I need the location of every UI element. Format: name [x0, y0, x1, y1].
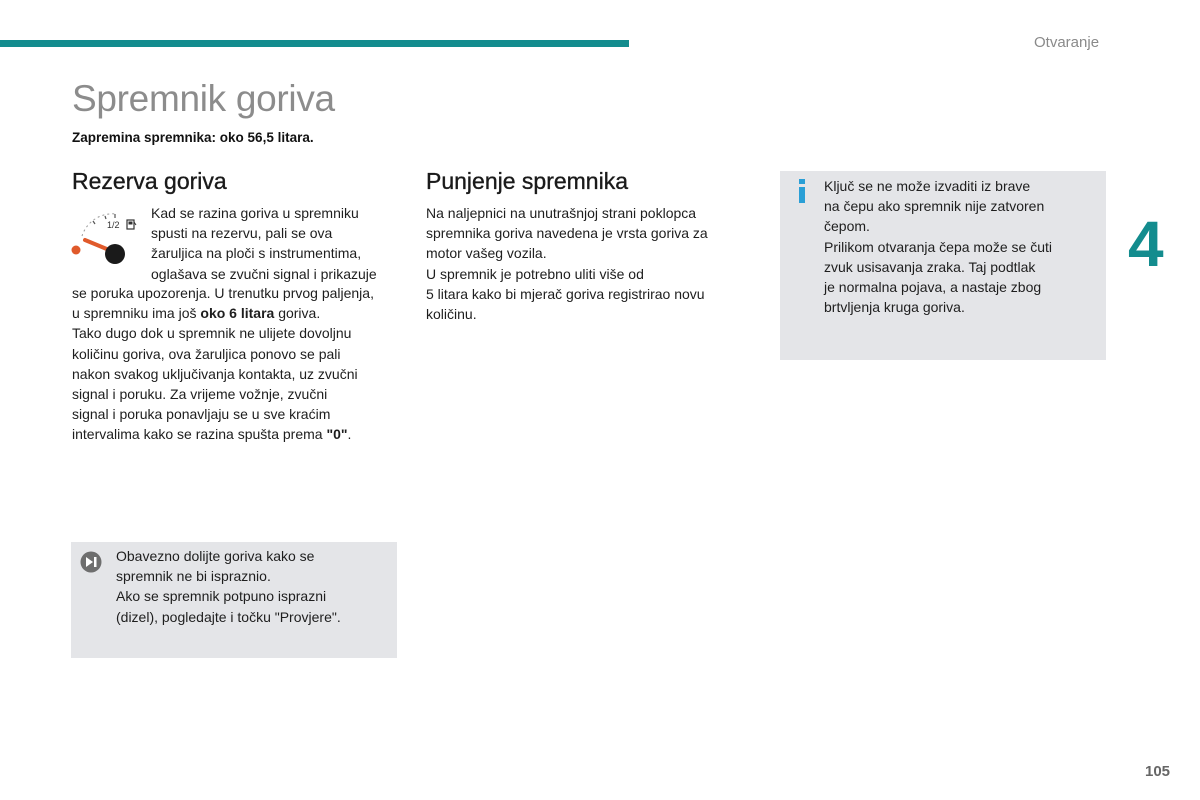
text-line: (dizel), pogledajte i točku "Provjere".	[116, 608, 341, 625]
text-line: signal i poruku. Za vrijeme vožnje, zvučni	[72, 386, 328, 403]
warning-text	[116, 546, 386, 627]
text-line: zvuk usisavanja zraka. Taj podtlak	[824, 258, 1036, 275]
text-line: na čepu ako spremnik nije zatvoren	[824, 198, 1045, 215]
text-line: oglašava se zvučni signal i prikazuje	[151, 265, 377, 282]
text-line: Kad se razina goriva u spremniku	[151, 205, 359, 221]
text-line: intervalima kako se razina spušta prema "0".	[72, 426, 352, 443]
text-line: je normalna pojava, a nastaje zbog	[824, 279, 1042, 296]
text-line: 5 litara kako bi mjerač goriva registrirao novu	[426, 285, 705, 302]
header-accent-bar	[0, 40, 629, 47]
info-text	[824, 176, 1094, 317]
page-title: Spremnik goriva	[72, 78, 335, 119]
text-line: brtvljenja kruga goriva.	[824, 299, 965, 316]
reserve-lead-text	[151, 203, 401, 284]
text-line: motor vašeg vozila.	[426, 245, 547, 262]
text-line: Prilikom otvaranja čepa može se čuti	[824, 238, 1052, 255]
reserve-amount: oko 6 litara	[200, 305, 275, 322]
reserve-body-text	[72, 283, 402, 445]
fuel-gauge-icon	[70, 208, 140, 266]
heading-filling: Punjenje spremnika	[426, 168, 629, 194]
chapter-number: 4	[1128, 208, 1164, 280]
text-line: Ključ se ne može izvaditi iz brave	[824, 178, 1031, 194]
text-line: u spremniku ima još oko 6 litara goriva.	[72, 305, 321, 322]
text-line: količinu.	[426, 306, 477, 323]
zero-level: "0"	[326, 426, 348, 443]
text-line: Na naljepnici na unutrašnjoj strani poklopca	[426, 205, 697, 221]
text-line: žaruljica na ploči s instrumentima,	[151, 245, 362, 262]
text-line: se poruka upozorenja. U trenutku prvog paljenja,	[72, 285, 374, 301]
text-line: Tako dugo dok u spremnik ne ulijete dovoljnu	[72, 325, 352, 342]
page-number: 105	[1145, 763, 1171, 780]
text-line: Obavezno dolijte goriva kako se	[116, 548, 315, 564]
text-line: čepom.	[824, 218, 870, 235]
section-label: Otvaranje	[1034, 34, 1100, 51]
text-line: Ako se spremnik potpuno isprazni	[116, 588, 327, 605]
heading-reserve: Rezerva goriva	[72, 168, 227, 194]
text-line: nakon svakog uključivanja kontakta, uz zvučni	[72, 365, 358, 382]
text-line: signal i poruka ponavljaju se u sve kraćim	[72, 406, 331, 423]
text-line: spusti na rezervu, pali se ova	[151, 225, 333, 242]
text-line: spremnik ne bi ispraznio.	[116, 568, 271, 585]
text-line: U spremnik je potrebno uliti više od	[426, 265, 644, 282]
filling-body-text	[426, 203, 746, 324]
info-icon	[795, 178, 809, 204]
text-line: količinu goriva, ova žaruljica ponovo se pali	[72, 345, 341, 362]
skip-forward-icon	[80, 551, 102, 573]
text-line: spremnika goriva navedena je vrsta goriva za	[426, 225, 708, 242]
gauge-half-label: 1/2	[107, 220, 120, 230]
tank-capacity: Zapremina spremnika: oko 56,5 litara.	[72, 130, 314, 145]
